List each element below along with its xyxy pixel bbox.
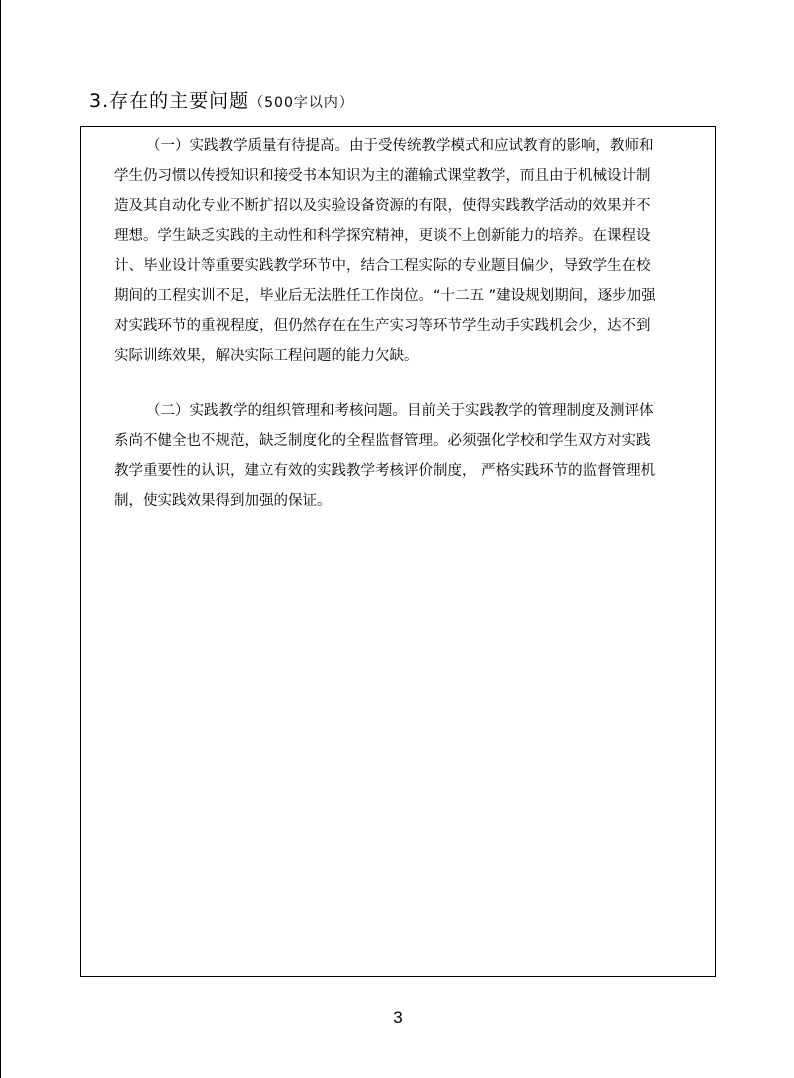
paragraph-line: （二）实践教学的组织管理和考核问题。目前关于实践教学的管理制度及测评体 [146, 403, 654, 419]
section-word-limit-note: （500字以内） [249, 95, 354, 111]
paragraph-line: 实际训练效果，解决实际工程问题的能力欠缺。 [114, 348, 419, 364]
section-title: 3.存在的主要问题 [89, 90, 250, 112]
paragraph-line: （一）实践教学质量有待提高。由于受传统教学模式和应试教育的影响，教师和 [146, 138, 654, 154]
section-heading [89, 86, 354, 116]
paragraph-line: 学生仍习惯以传授知识和接受书本知识为主的灌输式课堂教学，而且由于机械设计制 [114, 168, 651, 184]
paragraph-line: 制，使实践效果得到加强的保证。 [114, 493, 332, 509]
paragraph-management-assessment [114, 396, 714, 516]
paragraph-line: 系尚不健全也不规范，缺乏制度化的全程监督管理。必须强化学校和学生双方对实践 [114, 433, 651, 449]
paragraph-line: 造及其自动化专业不断扩招以及实验设备资源的有限，使得实践教学活动的效果并不 [114, 198, 651, 214]
page-left-border [0, 0, 1, 1078]
paragraph-line: 教学重要性的认识，建立有效的实践教学考核评价制度， 严格实践环节的监督管理机 [114, 463, 656, 479]
paragraph-line: 对实践环节的重视程度，但仍然存在在生产实习等环节学生动手实践机会少，达不到 [114, 318, 651, 334]
paragraph-practice-quality [114, 131, 714, 371]
paragraph-line: 期间的工程实训不足，毕业后无法胜任工作岗位。“十二五 ”建设规划期间，逐步加强 [114, 288, 656, 304]
page-number: 3 [393, 1008, 403, 1027]
paragraph-line: 计、毕业设计等重要实践教学环节中，结合工程实际的专业题目偏少，导致学生在校 [114, 258, 651, 274]
paragraph-line: 理想。学生缺乏实践的主动性和科学探究精神，更谈不上创新能力的培养。在课程设 [114, 228, 651, 244]
